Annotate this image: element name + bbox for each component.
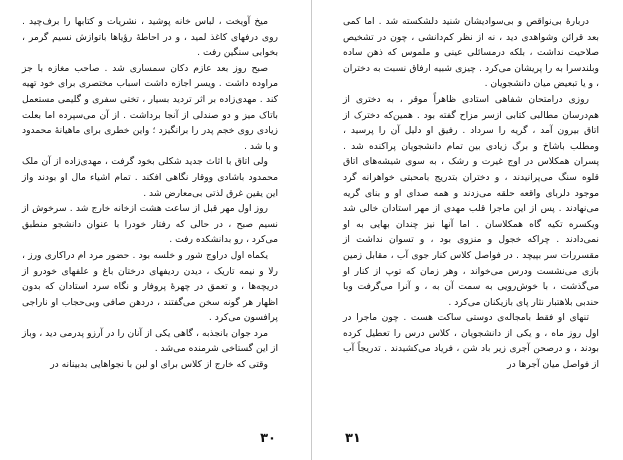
left-paragraph-1: میخ آویخت ، لباس خانه پوشید ، نشریات و کتابها را برف‌چید . روی درفهای کاغذ لمید ، و در احاطهٔ رؤیاها باتوازش نسیم گرمر ، بخوابی سنگین رفت .	[22, 16, 278, 59]
left-paragraph-7: وقتی که خارج از کلاس برای او لبن با نجواهایی بدبینانه در	[50, 359, 268, 371]
left-page-text	[22, 14, 278, 373]
right-paragraph-1: دربارهٔ بی‌نواقص و بی‌سوادیشان شنید دلشکسته شد . اما کمی بعد قرائن وشواهدی دید ، نه از نظر کم‌دانشی ، چون در تشخیص صلاحیت نداشت ، بلکه درمسائلی عینی و ملموس که ذهن ساده وبلندسرا به را پریشان می‌کرد . چیزی شبیه ارفاق نسبت به دختران ، و یا تبعیض میان دانشجویان .	[343, 16, 599, 90]
spine-divider	[311, 0, 312, 460]
left-paragraph-6: مرد جوان بانجذبه ، گاهی یکی از آنان را در آرزو پدرمی دید ، وباز از این گستاخی شرمنده می‌شد .	[22, 327, 278, 355]
right-paragraph-3: تنهای او فقط بامجاله‌ی دوستی ساکت هست . چون ماجرا در اول روز ماه ، و یکی از دانشجویان ، کلاس درس را تعطیل کرده بودند ، و درصحن آجری زیر باد شن ، فریاد می‌کشیدند . تدریجاً آب از فواصل میان آجرها در	[343, 312, 599, 371]
left-paragraph-4: روز اول مهر قبل از ساعت هشت ازخانه خارج شد . سرخوش از نسیم صبح ، در حالی که رفتار خودرا با عنوان دانشجو منطبق می‌کرد ، رو بدانشکده رفت .	[22, 203, 278, 246]
right-page-text	[343, 14, 599, 373]
left-paragraph-2: صبح روز بعد عازم دکان سمساری شد . صاحب مغازه با جز مراوده داشت . ویسر اجازه داشت اسباب مختصری برای خود تهیه کند . مهدی‌زاده بر اثر تردید بسیار ، تختی سفری و گلیمی مستعمل باتاک میز و دو صندلی از آنجا برداشت . از آن می‌سپرده اما بعلت زیادی روی خجم پدر را برانگیزد ؛ واین خطری برای ماهیانهٔ محمدود و با شد .	[22, 62, 278, 152]
left-page	[22, 14, 278, 446]
right-page-number: ۳۱	[345, 431, 361, 446]
left-page-number: ۳۰	[260, 431, 276, 446]
left-paragraph-5: یکماه اول دراوج شور و خلسه بود . حضور مرد ام دراکاری ورز ، رلا و نیمه تاریک ، دیدن ردیفهای درختان باغ و علفهای خودرو از دریچه‌ها ، و تعمق در چهرهٔ پروفار و نگاه سرد استادان که بدون اظهار هر گونه سخن می‌گفتند ، دردهن صافی وبی‌حجاب او ناراجی پرافسون می‌کرد .	[22, 249, 278, 324]
left-paragraph-3: ولی اتاق با اثاث جدید شکلی بخود گرفت ، مهدی‌زاده از آن ملک محمدود باشادی ووقار نگاهی افکند . تمام اشیاء مال او بودند واز این یقین غرق لذتی بی‌معارض شد .	[22, 156, 278, 199]
right-paragraph-2: روزی درامتحان شفاهی استادی ظاهراً موقر ، به دختری از هم‌درسان مطالبی کتابی ازسر مزاح گفته بود . همین‌که دخترک از اتاق بیرون آمد ، گریه را سرداد . رفیق او دلیل آن را پرسید ، ومطلب باشاخ و برگ زیادی بین تمام دانشجویان پراکنده شد . پسران همکلاس در اوج غیرت و رشک ، به سوی شیشه‌های اتاق قلوه سنگ می‌پرانیدند ، و دختران بتدریج بامحبتی خواهرانه گرد موجود دلربای واقعه حلقه می‌زدند و همه صدای او و بنای گریه می‌نهادند . پس از این ماجرا قلب مهدی از مهر استادان خالی شد ویکسره تکیه گاه همکلاسان . اما آنها نیز چندان بهایی به او نمی‌دادند . چراکه خجول و منزوی بود ، و تسوان نداشت از مقسررات سر بپیچد . در فواصل کلاس کنار جوی آب ، مقابل زمین بازی می‌نشست ودرس می‌خواند ، وهر زمان که توپ از کنار او می‌گذشت ، با خوش‌رویی به سمت آن به ، و آنرا می‌گرفت وبا حندبی بلاهتبار نثار پای بازیکنان می‌کرد .	[343, 93, 599, 308]
right-page	[343, 14, 599, 446]
